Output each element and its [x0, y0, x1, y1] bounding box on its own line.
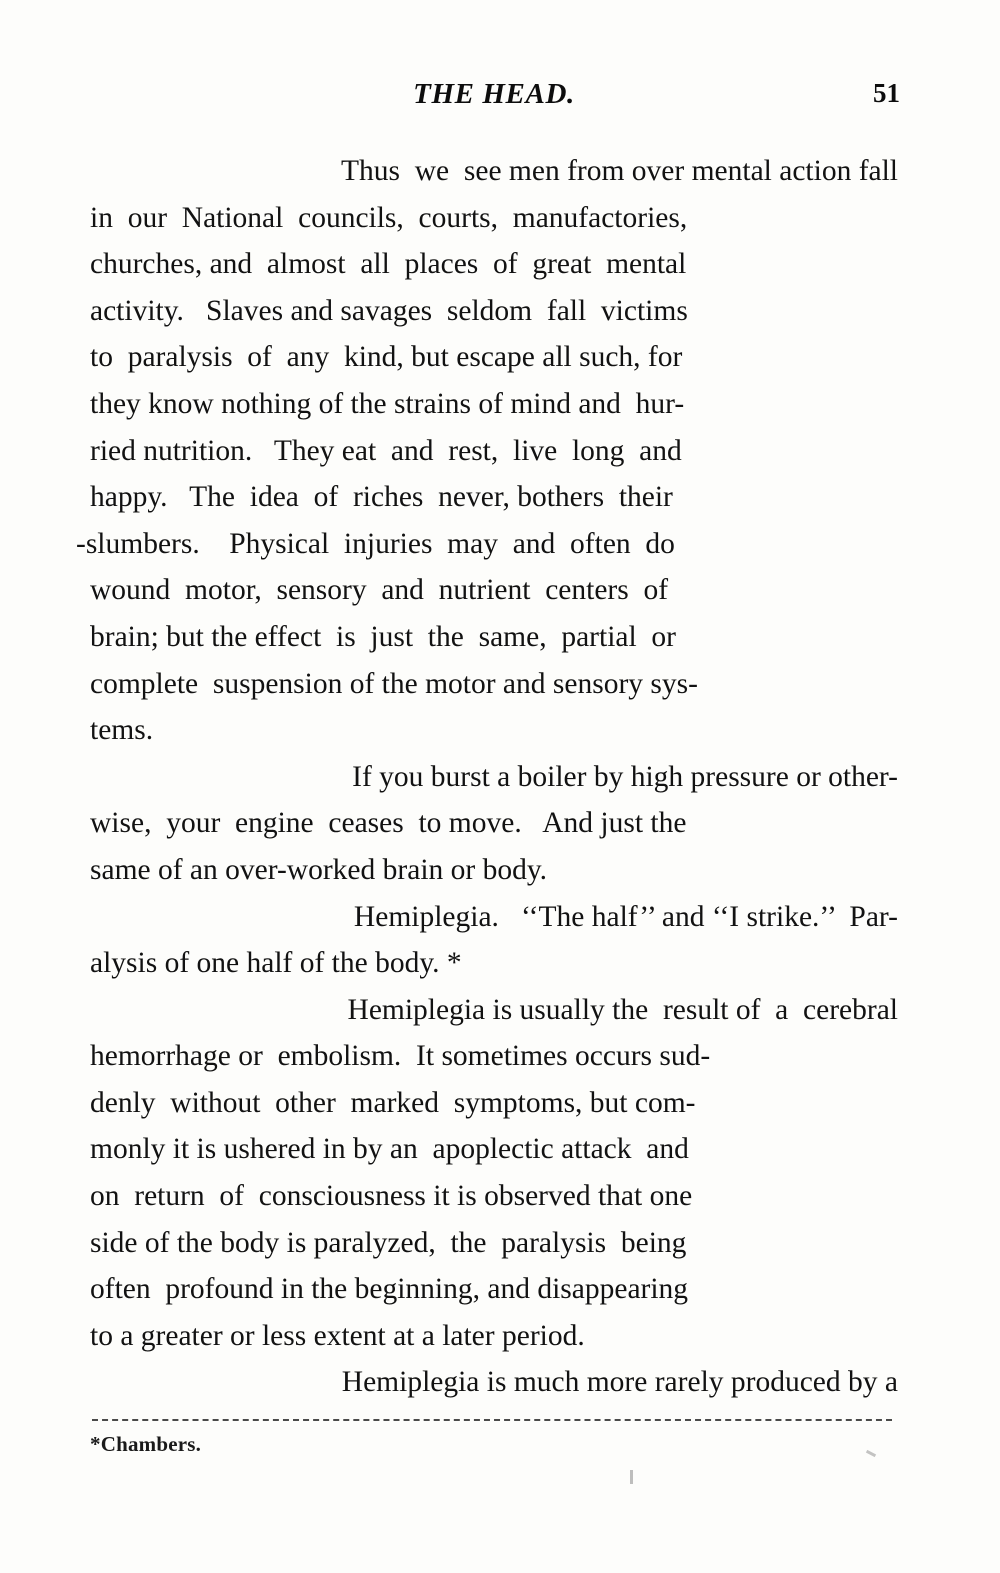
text-line: Hemiplegia is much more rarely produced by a: [341, 1366, 898, 1399]
text-line: If you burst a boiler by high pressure or other-: [352, 760, 898, 793]
footnote-text: *Chambers.: [90, 1432, 202, 1456]
text-line: monly it is ushered in by an apoplectic attack and: [90, 1133, 689, 1166]
text-line: alysis of one half of the body. *: [90, 947, 462, 980]
text-line: tems.: [90, 714, 154, 747]
paragraph-4: [90, 987, 898, 1360]
text-line: activity. Slaves and savages seldom fall victims: [90, 294, 688, 327]
paragraph-5: [90, 1359, 898, 1406]
text-line: churches, and almost all places of great mental: [90, 248, 687, 281]
text-line: -slumbers. Physical injuries may and often do: [76, 527, 675, 560]
text-line: they know nothing of the strains of mind and hur-: [90, 387, 685, 420]
text-line: Hemiplegia. ‘‘The half’’ and ‘‘I strike.’’ Par-: [353, 900, 898, 933]
text-line: Hemiplegia is usually the result of a cerebral: [347, 993, 898, 1026]
text-line: side of the body is paralyzed, the paralysis being: [90, 1226, 687, 1259]
page-number: 51: [873, 78, 900, 108]
text-line: complete suspension of the motor and sensory sys-: [90, 667, 698, 700]
body-text: [76, 148, 898, 1406]
text-line: same of an over-worked brain or body.: [90, 853, 548, 886]
paragraph-3: [90, 894, 898, 987]
text-line: Thus we see men from over mental action fall: [340, 155, 898, 187]
text-line: often profound in the beginning, and disappearing: [90, 1273, 689, 1306]
text-line: hemorrhage or embolism. It sometimes occurs sud-: [90, 1040, 711, 1073]
scan-artifact: [866, 1450, 876, 1457]
text-line: brain; but the effect is just the same, partial or: [90, 620, 677, 653]
paragraph-1: [76, 148, 898, 754]
text-line: on return of consciousness it is observed that one: [90, 1180, 693, 1213]
text-line: to paralysis of any kind, but escape all such, for: [90, 341, 683, 374]
paragraph-2: [90, 754, 898, 894]
text-line: in our National councils, courts, manufactories,: [90, 201, 688, 234]
running-head-title: THE HEAD.: [413, 78, 575, 110]
text-line: wound motor, sensory and nutrient centers of: [90, 574, 669, 607]
text-line: happy. The idea of riches never, bothers their: [90, 481, 673, 514]
text-line: denly without other marked symptoms, but com-: [90, 1086, 696, 1119]
text-line: wise, your engine ceases to move. And just the: [90, 807, 687, 840]
footnote-separator-rule: [92, 1419, 892, 1421]
scan-artifact: [630, 1470, 633, 1484]
text-line: ried nutrition. They eat and rest, live long and: [90, 434, 682, 467]
text-line: to a greater or less extent at a later period.: [90, 1319, 585, 1352]
page-header: [88, 78, 900, 118]
